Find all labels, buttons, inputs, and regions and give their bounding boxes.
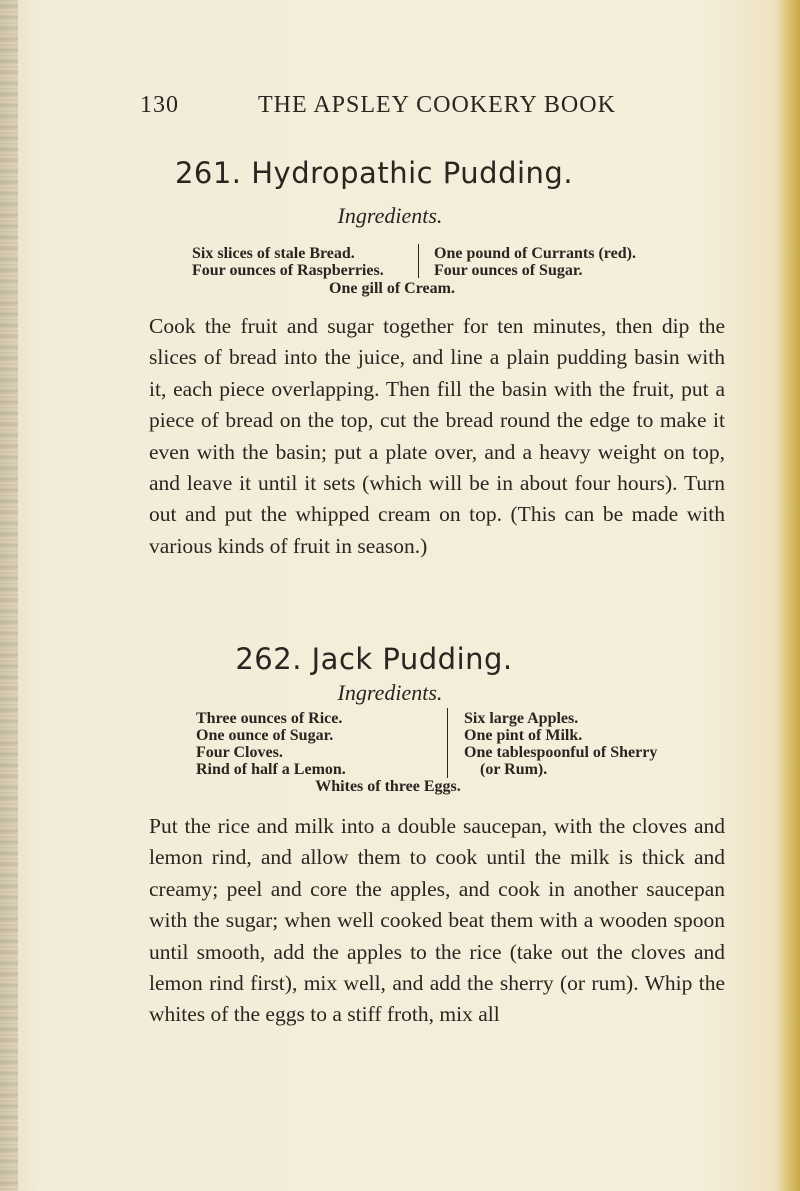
ingredient-left-1-261: Six slices of stale Bread. — [192, 245, 355, 262]
ingredient-centered-262: Whites of three Eggs. — [315, 778, 461, 795]
ingredients-heading-262: Ingredients. — [337, 680, 443, 705]
ingredients-heading-261: Ingredients. — [337, 203, 443, 228]
ingredient-right-1-262: Six large Apples. — [464, 710, 579, 727]
ingredient-left-3-262: Four Cloves. — [196, 744, 283, 761]
ingredient-left-1-262: Three ounces of Rice. — [196, 710, 343, 727]
running-header — [140, 92, 660, 122]
ingredient-right-2-261: Four ounces of Sugar. — [434, 262, 583, 279]
ingredient-left-2-262: One ounce of Sugar. — [196, 727, 334, 744]
ingredient-right-4-262: (or Rum). — [480, 761, 548, 778]
ingredients-divider-261 — [418, 244, 419, 278]
ingredients-divider-262 — [447, 708, 448, 778]
page-edge-yellowing — [778, 0, 800, 1191]
ingredient-centered-261: One gill of Cream. — [329, 280, 455, 297]
ingredient-left-4-262: Rind of half a Lemon. — [196, 761, 346, 778]
recipe-title-262: 262. Jack Pudding. — [235, 642, 513, 676]
book-title: THE APSLEY COOKERY BOOK — [258, 92, 616, 118]
recipe-method-262: Put the rice and milk into a double saucepan, with the cloves and lemon rind, and allow them to cook until the milk is thick and creamy; peel and core the apples, and cook in another saucepan with the sugar; when well cooked beat them with a wooden spoon until smooth, add the apples to the rice (take out the cloves and lemon rind first), mix well, and add the sherry (or rum). Whip the whites of the eggs to a stiff froth, mix all — [149, 814, 725, 1027]
ingredient-left-2-261: Four ounces of Raspberries. — [192, 262, 384, 279]
page-number: 130 — [140, 92, 179, 118]
recipe-method-261: Cook the fruit and sugar together for ten minutes, then dip the slices of bread into the juice, and line a plain pudding basin with it, each piece overlapping. Then fill the basin with the fruit, put a piece of bread on the top, cut the bread round the edge to make it even with the basin; put a plate over, and a heavy weight on top, and leave it until it sets (which will be in about four hours). Turn out and put the whipped cream on top. (This can be made with various kinds of fruit in season.) — [149, 314, 725, 558]
recipe-title-261: 261. Hydropathic Pudding. — [174, 156, 574, 190]
ingredient-right-1-261: One pound of Currants (red). — [434, 245, 636, 262]
ingredient-right-2-262: One pint of Milk. — [464, 727, 583, 744]
ingredient-right-3-262: One tablespoonful of Sherry — [464, 744, 658, 761]
